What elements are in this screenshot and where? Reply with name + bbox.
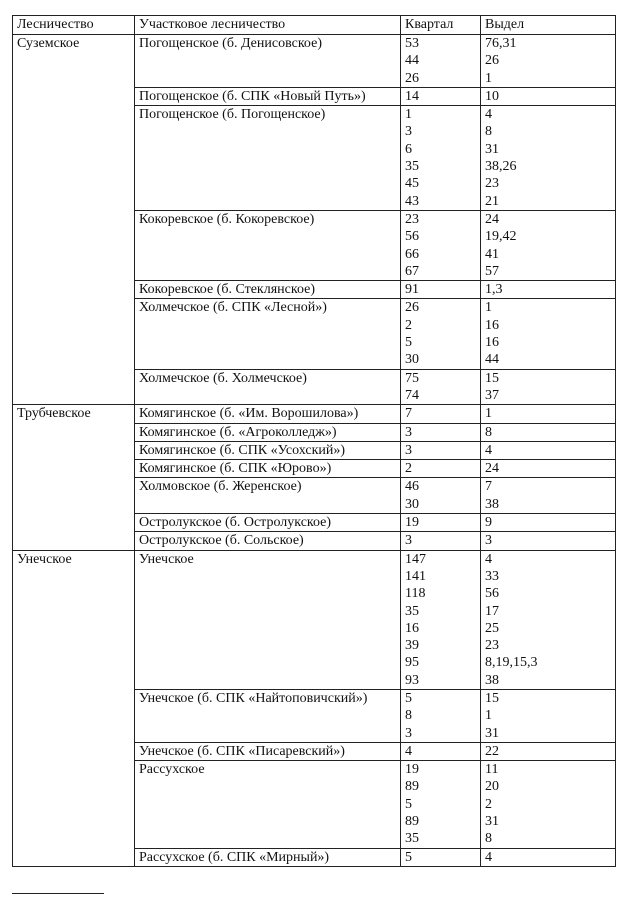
vydel-cell: [481, 35, 616, 88]
uchastkovoe-cell: Холмовское (б. Жеренское): [135, 478, 401, 514]
vydel-cell: [481, 514, 616, 532]
vydel-value: 4: [485, 442, 492, 458]
vydel-cell: [481, 281, 616, 299]
vydel-cell: [481, 210, 616, 280]
kvartal-value: 66: [405, 246, 419, 262]
kvartal-value: 91: [405, 282, 419, 298]
kvartal-cell: [401, 460, 481, 478]
vydel-value: 38: [485, 496, 499, 512]
kvartal-cell: [401, 848, 481, 866]
vydel-value: 7: [485, 479, 492, 495]
kvartal-value: 74: [405, 387, 419, 403]
forestry-table: [12, 15, 616, 867]
vydel-value: 1: [485, 406, 492, 422]
vydel-value: 25: [485, 620, 499, 636]
kvartal-value: 7: [405, 406, 412, 422]
vydel-value: 76,31: [485, 36, 517, 51]
kvartal-value: 30: [405, 496, 419, 512]
uchastkovoe-cell: Комягинское (б. «Им. Ворошилова»): [135, 405, 401, 423]
kvartal-cell: [401, 35, 481, 88]
vydel-value: 11: [485, 762, 499, 778]
vydel-value: 33: [485, 568, 499, 584]
kvartal-value: 2: [405, 461, 412, 477]
vydel-value: 19,42: [485, 229, 517, 245]
uchastkovoe-cell: Унечское: [135, 550, 401, 689]
uchastkovoe-cell: Погощенское (б. Денисовское): [135, 35, 401, 88]
kvartal-value: 35: [405, 603, 419, 619]
vydel-value: 37: [485, 387, 499, 403]
uchastkovoe-cell: Рассухское: [135, 761, 401, 848]
vydel-cell: [481, 550, 616, 689]
uchastkovoe-cell: Холмечское (б. Холмечское): [135, 369, 401, 405]
kvartal-value: 95: [405, 655, 419, 671]
vydel-cell: [481, 848, 616, 866]
kvartal-value: 14: [405, 88, 419, 104]
kvartal-value: 89: [405, 814, 419, 830]
vydel-value: 26: [485, 53, 499, 69]
uchastkovoe-cell: Комягинское (б. «Агроколледж»): [135, 423, 401, 441]
uchastkovoe-cell: Унечское (б. СПК «Найтоповичский»): [135, 689, 401, 742]
vydel-value: 38,26: [485, 159, 517, 175]
kvartal-value: 67: [405, 263, 419, 279]
kvartal-cell: [401, 299, 481, 369]
vydel-value: 17: [485, 603, 499, 619]
uchastkovoe-cell: Остролукское (б. Остролукское): [135, 514, 401, 532]
kvartal-cell: [401, 689, 481, 742]
kvartal-value: 89: [405, 779, 419, 795]
kvartal-cell: [401, 478, 481, 514]
vydel-value: 4: [485, 551, 492, 567]
vydel-value: 31: [485, 725, 499, 741]
vydel-cell: [481, 532, 616, 550]
kvartal-value: 5: [405, 796, 412, 812]
kvartal-value: 3: [405, 124, 412, 140]
kvartal-value: 35: [405, 159, 419, 175]
vydel-cell: [481, 742, 616, 760]
vydel-value: 9: [485, 515, 492, 531]
kvartal-cell: [401, 742, 481, 760]
kvartal-value: 46: [405, 479, 419, 495]
kvartal-value: 26: [405, 70, 419, 86]
vydel-value: 22: [485, 743, 499, 759]
vydel-value: 24: [485, 461, 499, 477]
kvartal-value: 35: [405, 831, 419, 847]
vydel-value: 16: [485, 335, 499, 351]
kvartal-value: 53: [405, 36, 419, 51]
uchastkovoe-cell: Кокоревское (б. Кокоревское): [135, 210, 401, 280]
vydel-cell: [481, 689, 616, 742]
uchastkovoe-cell: Остролукское (б. Сольское): [135, 532, 401, 550]
vydel-value: 56: [485, 586, 499, 602]
header-kvartal: Квартал: [401, 16, 481, 35]
vydel-cell: [481, 299, 616, 369]
kvartal-value: 16: [405, 620, 419, 636]
kvartal-value: 147: [405, 551, 426, 567]
kvartal-value: 5: [405, 335, 412, 351]
vydel-value: 38: [485, 672, 499, 688]
vydel-value: 1: [485, 708, 492, 724]
lesnichestvo-cell: Унечское: [13, 550, 135, 866]
vydel-value: 23: [485, 176, 499, 192]
kvartal-value: 19: [405, 515, 419, 531]
kvartal-value: 3: [405, 442, 412, 458]
kvartal-value: 93: [405, 672, 419, 688]
vydel-value: 20: [485, 779, 499, 795]
vydel-cell: [481, 369, 616, 405]
uchastkovoe-cell: Комягинское (б. СПК «Юрово»): [135, 460, 401, 478]
vydel-value: 15: [485, 690, 499, 706]
kvartal-cell: [401, 106, 481, 211]
header-vydel: Выдел: [481, 16, 616, 35]
vydel-value: 16: [485, 317, 499, 333]
kvartal-value: 3: [405, 424, 412, 440]
kvartal-cell: [401, 550, 481, 689]
kvartal-value: 2: [405, 317, 412, 333]
kvartal-value: 5: [405, 849, 412, 865]
kvartal-cell: [401, 514, 481, 532]
kvartal-cell: [401, 87, 481, 105]
kvartal-cell: [401, 761, 481, 848]
vydel-cell: [481, 441, 616, 459]
kvartal-value: 39: [405, 638, 419, 654]
table-row: [13, 35, 616, 88]
table-header-row: [13, 16, 616, 35]
kvartal-value: 3: [405, 533, 412, 549]
kvartal-cell: [401, 405, 481, 423]
uchastkovoe-cell: Погощенское (б. СПК «Новый Путь»): [135, 87, 401, 105]
kvartal-cell: [401, 210, 481, 280]
vydel-value: 24: [485, 211, 499, 227]
vydel-value: 4: [485, 849, 492, 865]
vydel-value: 31: [485, 814, 499, 830]
kvartal-value: 4: [405, 743, 412, 759]
kvartal-value: 1: [405, 107, 412, 123]
kvartal-cell: [401, 532, 481, 550]
document-page: [12, 15, 616, 867]
kvartal-cell: [401, 441, 481, 459]
kvartal-value: 43: [405, 193, 419, 209]
vydel-value: 41: [485, 246, 499, 262]
kvartal-value: 118: [405, 586, 426, 602]
vydel-cell: [481, 478, 616, 514]
vydel-cell: [481, 405, 616, 423]
footnote-separator: [12, 893, 104, 894]
vydel-value: 44: [485, 352, 499, 368]
uchastkovoe-cell: Рассухское (б. СПК «Мирный»): [135, 848, 401, 866]
vydel-value: 8: [485, 831, 492, 847]
kvartal-value: 56: [405, 229, 419, 245]
vydel-value: 1,3: [485, 282, 503, 298]
vydel-value: 8,19,15,3: [485, 655, 538, 671]
vydel-value: 31: [485, 141, 499, 157]
kvartal-value: 75: [405, 370, 419, 386]
kvartal-value: 30: [405, 352, 419, 368]
vydel-value: 1: [485, 70, 492, 86]
vydel-value: 57: [485, 263, 499, 279]
vydel-value: 3: [485, 533, 492, 549]
vydel-cell: [481, 423, 616, 441]
kvartal-cell: [401, 369, 481, 405]
table-row: [13, 550, 616, 689]
kvartal-cell: [401, 281, 481, 299]
table-body: [13, 35, 616, 867]
kvartal-value: 45: [405, 176, 419, 192]
vydel-cell: [481, 761, 616, 848]
vydel-value: 8: [485, 424, 492, 440]
vydel-value: 10: [485, 88, 499, 104]
uchastkovoe-cell: Унечское (б. СПК «Писаревский»): [135, 742, 401, 760]
kvartal-value: 44: [405, 53, 419, 69]
vydel-value: 4: [485, 107, 492, 123]
kvartal-value: 6: [405, 141, 412, 157]
kvartal-value: 3: [405, 725, 412, 741]
lesnichestvo-cell: Трубчевское: [13, 405, 135, 550]
vydel-value: 2: [485, 796, 492, 812]
uchastkovoe-cell: Комягинское (б. СПК «Усохский»): [135, 441, 401, 459]
vydel-value: 8: [485, 124, 492, 140]
vydel-cell: [481, 87, 616, 105]
uchastkovoe-cell: Холмечское (б. СПК «Лесной»): [135, 299, 401, 369]
vydel-value: 15: [485, 370, 499, 386]
kvartal-value: 8: [405, 708, 412, 724]
table-row: [13, 405, 616, 423]
lesnichestvo-cell: Суземское: [13, 35, 135, 405]
kvartal-value: 19: [405, 762, 419, 778]
vydel-cell: [481, 106, 616, 211]
kvartal-value: 26: [405, 300, 419, 316]
uchastkovoe-cell: Кокоревское (б. Стеклянское): [135, 281, 401, 299]
vydel-value: 23: [485, 638, 499, 654]
vydel-value: 21: [485, 193, 499, 209]
uchastkovoe-cell: Погощенское (б. Погощенское): [135, 106, 401, 211]
vydel-value: 1: [485, 300, 492, 316]
header-lesnichestvo: Лесничество: [13, 16, 135, 35]
header-uchastkovoe: Участковое лесничество: [135, 16, 401, 35]
kvartal-value: 23: [405, 211, 419, 227]
kvartal-value: 141: [405, 568, 426, 584]
kvartal-value: 5: [405, 690, 412, 706]
vydel-cell: [481, 460, 616, 478]
kvartal-cell: [401, 423, 481, 441]
